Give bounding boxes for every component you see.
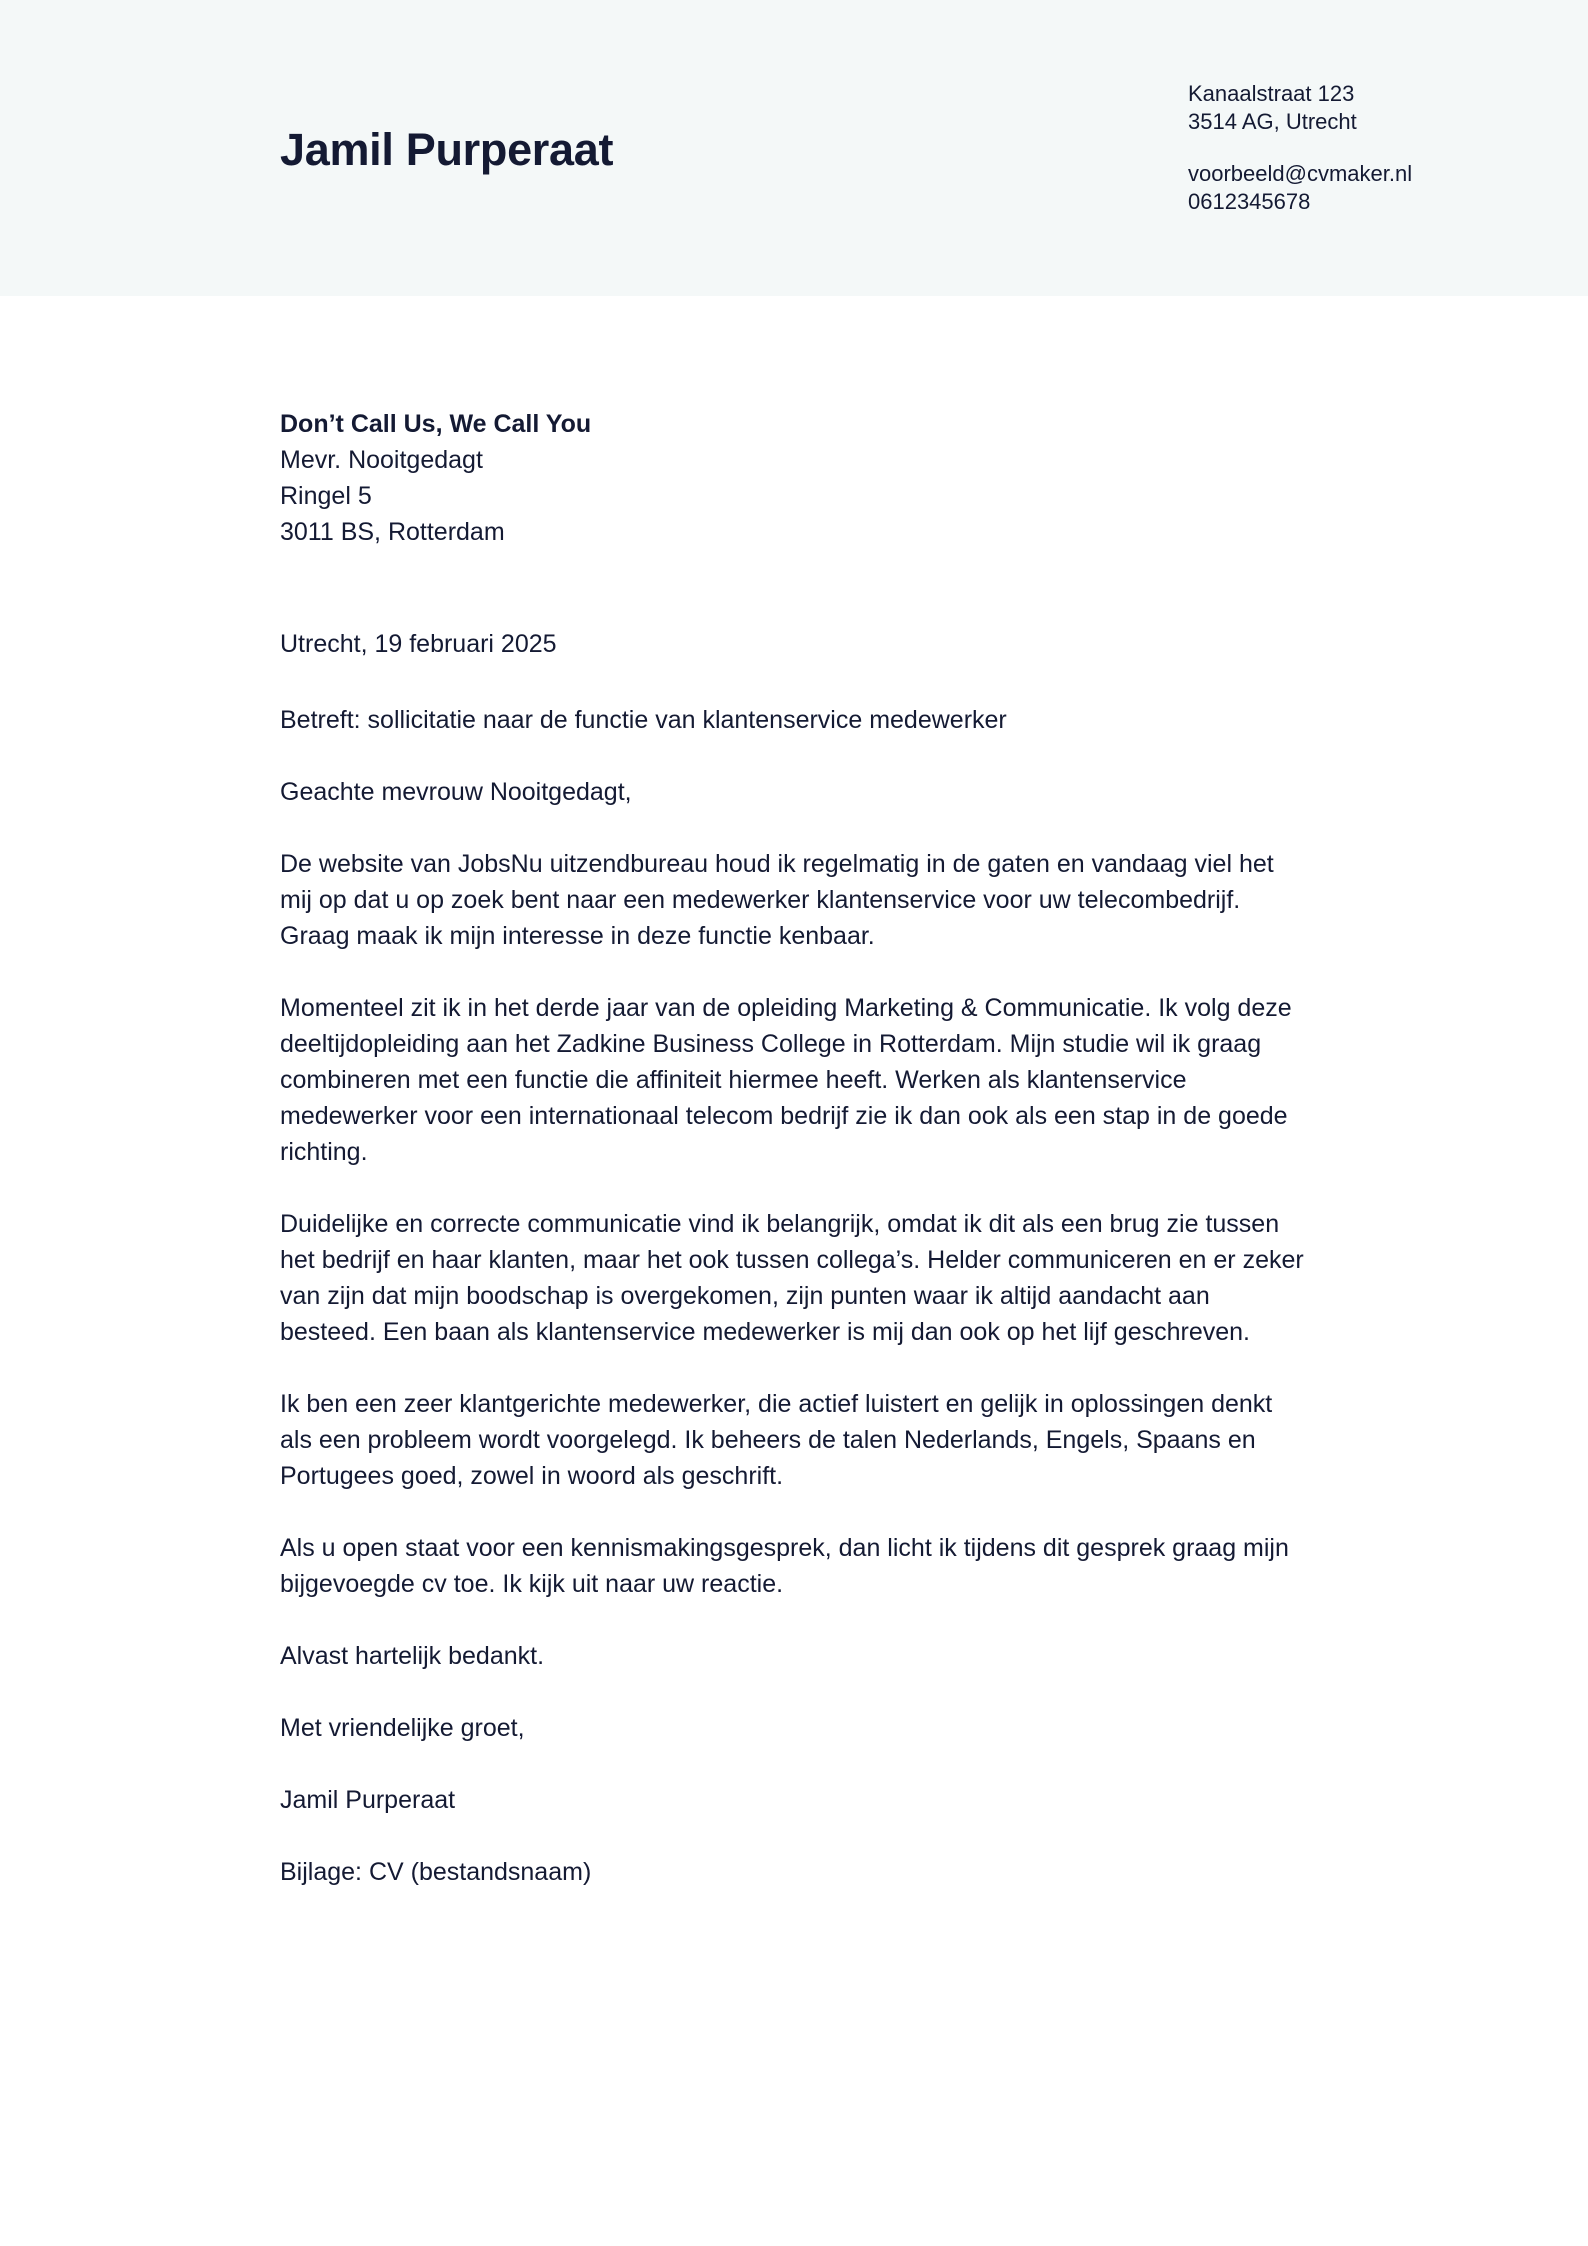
letter-body xyxy=(280,406,1310,1890)
letter-subject: Betreft: sollicitatie naar de functie van klantenservice medewerker xyxy=(280,706,1007,734)
sender-phone: 0612345678 xyxy=(1188,189,1311,214)
paragraph-4: Ik ben een zeer klantgerichte medewerker, die actief luistert en gelijk in oplossingen denkt als een probleem wordt voorgelegd. Ik beheers de talen Nederlands, Engels, Spaans en Portugees goed, zowel in woord als geschrift. xyxy=(280,1390,1273,1490)
letter-closing: Met vriendelijke groet, xyxy=(280,1714,525,1742)
letter-attachment: Bijlage: CV (bestandsnaam) xyxy=(280,1858,592,1886)
letter-thanks: Alvast hartelijk bedankt. xyxy=(280,1642,545,1670)
sender-street: Kanaalstraat 123 xyxy=(1188,81,1355,106)
letter-signature: Jamil Purperaat xyxy=(280,1786,456,1814)
paragraph-2: Momenteel zit ik in het derde jaar van de opleiding Marketing & Communicatie. Ik volg deze deeltijdopleiding aan het Zadkine Business College in Rotterdam. Mijn studie wil ik graag combineren met een functie die affiniteit hiermee heeft. Werken als klantenservice medewerker voor een internationaal telecom bedrijf zie ik dan ook als een stap in de goede richting. xyxy=(280,994,1292,1166)
sender-name: Jamil Purperaat xyxy=(280,124,614,175)
sender-city: 3514 AG, Utrecht xyxy=(1188,109,1357,134)
recipient-block xyxy=(280,406,1310,550)
letter-header xyxy=(0,0,1588,296)
paragraph-5: Als u open staat voor een kennismakingsgesprek, dan licht ik tijdens dit gesprek graag mijn bijgevoegde cv toe. Ik kijk uit naar uw reactie. xyxy=(280,1534,1289,1598)
letter-date: Utrecht, 19 februari 2025 xyxy=(280,630,557,658)
letter-salutation: Geachte mevrouw Nooitgedagt, xyxy=(280,778,632,806)
recipient-city: 3011 BS, Rotterdam xyxy=(280,518,505,546)
paragraph-1: De website van JobsNu uitzendbureau houd ik regelmatig in de gaten en vandaag viel het mij op dat u op zoek bent naar een medewerker klantenservice voor uw telecombedrijf. Graag maak ik mijn interesse in deze functie kenbaar. xyxy=(280,850,1274,950)
contact-spacer xyxy=(1188,136,1412,160)
recipient-company: Don’t Call Us, We Call You xyxy=(280,410,592,438)
sender-contact xyxy=(1188,80,1412,216)
recipient-contact: Mevr. Nooitgedagt xyxy=(280,446,483,474)
sender-email: voorbeeld@cvmaker.nl xyxy=(1188,161,1413,186)
paragraph-3: Duidelijke en correcte communicatie vind ik belangrijk, omdat ik dit als een brug zie tussen het bedrijf en haar klanten, maar het ook tussen collega’s. Helder communiceren en er zeker van zijn dat mijn boodschap is overgekomen, zijn punten waar ik altijd aandacht aan besteed. Een baan als klantenservice medewerker is mij dan ook op het lijf geschreven. xyxy=(280,1210,1304,1346)
recipient-street: Ringel 5 xyxy=(280,482,372,510)
